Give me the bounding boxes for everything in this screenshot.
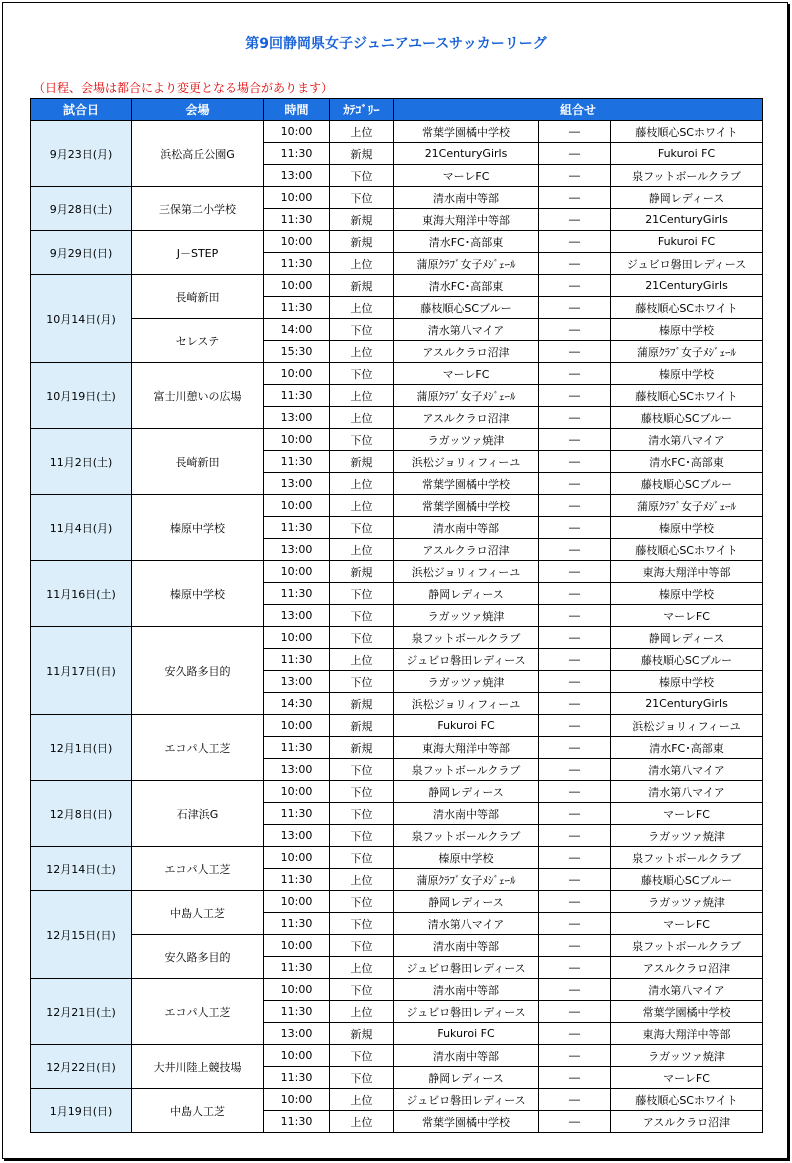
away-team: 藤枝順心SCホワイト [611, 121, 763, 143]
match-date: 9月23日(月) [31, 121, 132, 187]
away-team: 藤枝順心SCブルー [611, 869, 763, 891]
vs-mark: ― [539, 165, 611, 187]
match-time: 10:00 [264, 935, 330, 957]
table-row [31, 781, 763, 803]
home-team: ラガッツァ焼津 [394, 671, 539, 693]
match-time: 10:00 [264, 231, 330, 253]
vs-mark: ― [539, 451, 611, 473]
vs-mark: ― [539, 561, 611, 583]
match-time: 10:00 [264, 495, 330, 517]
match-venue: 中島人工芝 [132, 891, 264, 935]
match-venue: 大井川陸上競技場 [132, 1045, 264, 1089]
home-team: 泉フットボールクラブ [394, 825, 539, 847]
match-time: 10:00 [264, 187, 330, 209]
vs-mark: ― [539, 1045, 611, 1067]
home-team: 常葉学園橘中学校 [394, 495, 539, 517]
away-team: 藤枝順心SCブルー [611, 649, 763, 671]
table-row [31, 847, 763, 869]
match-venue: J－STEP [132, 231, 264, 275]
match-venue: 安久路多目的 [132, 935, 264, 979]
match-category: 新規 [330, 737, 394, 759]
match-time: 10:00 [264, 715, 330, 737]
header-category: ｶﾃｺﾞﾘｰ [330, 99, 394, 121]
match-time: 11:30 [264, 209, 330, 231]
match-category: 上位 [330, 495, 394, 517]
match-category: 下位 [330, 671, 394, 693]
table-row [31, 495, 763, 517]
home-team: 静岡レディース [394, 1067, 539, 1089]
away-team: 藤枝順心SCホワイト [611, 385, 763, 407]
match-venue: 石津浜G [132, 781, 264, 847]
away-team: マーレFC [611, 913, 763, 935]
match-time: 10:00 [264, 429, 330, 451]
away-team: Fukuroi FC [611, 143, 763, 165]
away-team: 榛原中学校 [611, 583, 763, 605]
home-team: 浜松ジョリィフィーユ [394, 561, 539, 583]
match-category: 上位 [330, 385, 394, 407]
match-time: 10:00 [264, 627, 330, 649]
home-team: 常葉学園橘中学校 [394, 473, 539, 495]
away-team: ジュビロ磐田レディース [611, 253, 763, 275]
match-category: 新規 [330, 209, 394, 231]
match-venue: エコパ人工芝 [132, 847, 264, 891]
table-row [31, 429, 763, 451]
home-team: 藤枝順心SCブルー [394, 297, 539, 319]
home-team: ジュビロ磐田レディース [394, 1001, 539, 1023]
vs-mark: ― [539, 935, 611, 957]
home-team: 東海大翔洋中等部 [394, 737, 539, 759]
match-category: 下位 [330, 979, 394, 1001]
match-category: 新規 [330, 693, 394, 715]
match-category: 新規 [330, 715, 394, 737]
away-team: 泉フットボールクラブ [611, 847, 763, 869]
schedule-body [31, 121, 763, 1133]
away-team: 東海大翔洋中等部 [611, 561, 763, 583]
away-team: 清水第八マイア [611, 759, 763, 781]
home-team: 蒲原ｸﾗﾌﾞ女子ﾒｼﾞｪｰﾙ [394, 869, 539, 891]
match-category: 下位 [330, 891, 394, 913]
match-venue: 榛原中学校 [132, 495, 264, 561]
home-team: マーレFC [394, 165, 539, 187]
table-row [31, 231, 763, 253]
away-team: 常葉学園橘中学校 [611, 1001, 763, 1023]
match-time: 11:30 [264, 957, 330, 979]
match-category: 下位 [330, 935, 394, 957]
match-time: 10:00 [264, 275, 330, 297]
vs-mark: ― [539, 957, 611, 979]
vs-mark: ― [539, 297, 611, 319]
away-team: 蒲原ｸﾗﾌﾞ女子ﾒｼﾞｪｰﾙ [611, 341, 763, 363]
away-team: 清水FC･高部東 [611, 737, 763, 759]
home-team: 清水南中等部 [394, 517, 539, 539]
home-team: 浜松ジョリィフィーユ [394, 693, 539, 715]
match-category: 下位 [330, 803, 394, 825]
away-team: 榛原中学校 [611, 671, 763, 693]
match-category: 下位 [330, 1045, 394, 1067]
away-team: 藤枝順心SCブルー [611, 407, 763, 429]
table-row [31, 275, 763, 297]
match-category: 上位 [330, 539, 394, 561]
vs-mark: ― [539, 737, 611, 759]
vs-mark: ― [539, 891, 611, 913]
away-team: 藤枝順心SCホワイト [611, 297, 763, 319]
match-date: 11月2日(土) [31, 429, 132, 495]
home-team: 静岡レディース [394, 891, 539, 913]
vs-mark: ― [539, 847, 611, 869]
vs-mark: ― [539, 209, 611, 231]
match-category: 下位 [330, 847, 394, 869]
match-category: 下位 [330, 165, 394, 187]
match-category: 下位 [330, 759, 394, 781]
home-team: Fukuroi FC [394, 1023, 539, 1045]
away-team: マーレFC [611, 1067, 763, 1089]
match-category: 上位 [330, 473, 394, 495]
header-date: 試合日 [31, 99, 132, 121]
match-category: 新規 [330, 1023, 394, 1045]
home-team: 清水第八マイア [394, 913, 539, 935]
vs-mark: ― [539, 649, 611, 671]
away-team: 藤枝順心SCホワイト [611, 539, 763, 561]
match-time: 11:30 [264, 803, 330, 825]
home-team: 泉フットボールクラブ [394, 759, 539, 781]
header-venue: 会場 [132, 99, 264, 121]
vs-mark: ― [539, 1001, 611, 1023]
match-time: 13:00 [264, 605, 330, 627]
away-team: ラガッツァ焼津 [611, 891, 763, 913]
table-row [31, 715, 763, 737]
away-team: ラガッツァ焼津 [611, 825, 763, 847]
away-team: 清水第八マイア [611, 979, 763, 1001]
match-time: 10:00 [264, 847, 330, 869]
match-category: 下位 [330, 187, 394, 209]
home-team: 清水FC･高部東 [394, 231, 539, 253]
match-time: 11:30 [264, 297, 330, 319]
away-team: 榛原中学校 [611, 517, 763, 539]
match-time: 11:30 [264, 1111, 330, 1133]
away-team: マーレFC [611, 605, 763, 627]
match-time: 14:00 [264, 319, 330, 341]
match-venue: 三保第二小学校 [132, 187, 264, 231]
away-team: 藤枝順心SCホワイト [611, 1089, 763, 1111]
home-team: 清水南中等部 [394, 187, 539, 209]
match-venue: セレステ [132, 319, 264, 363]
match-time: 11:30 [264, 451, 330, 473]
match-venue: エコパ人工芝 [132, 715, 264, 781]
home-team: ジュビロ磐田レディース [394, 1089, 539, 1111]
match-time: 15:30 [264, 341, 330, 363]
match-date: 12月21日(土) [31, 979, 132, 1045]
match-date: 11月16日(土) [31, 561, 132, 627]
vs-mark: ― [539, 517, 611, 539]
match-date: 1月19日(日) [31, 1089, 132, 1133]
match-venue: 長崎新田 [132, 429, 264, 495]
vs-mark: ― [539, 759, 611, 781]
match-category: 上位 [330, 121, 394, 143]
away-team: 静岡レディース [611, 627, 763, 649]
table-row [31, 187, 763, 209]
home-team: ジュビロ磐田レディース [394, 957, 539, 979]
schedule-table [30, 98, 763, 1133]
vs-mark: ― [539, 231, 611, 253]
table-row [31, 121, 763, 143]
match-time: 10:00 [264, 561, 330, 583]
match-time: 11:30 [264, 649, 330, 671]
vs-mark: ― [539, 473, 611, 495]
home-team: 静岡レディース [394, 583, 539, 605]
table-row [31, 319, 763, 341]
header-matchup: 組合せ [394, 99, 763, 121]
match-time: 13:00 [264, 671, 330, 693]
vs-mark: ― [539, 715, 611, 737]
table-row [31, 979, 763, 1001]
vs-mark: ― [539, 803, 611, 825]
schedule-notice: （日程、会場は都合により変更となる場合があります） [33, 81, 334, 95]
header-time: 時間 [264, 99, 330, 121]
home-team: ラガッツァ焼津 [394, 605, 539, 627]
match-date: 12月15日(日) [31, 891, 132, 979]
match-category: 下位 [330, 1067, 394, 1089]
away-team: アスルクラロ沼津 [611, 1111, 763, 1133]
home-team: 蒲原ｸﾗﾌﾞ女子ﾒｼﾞｪｰﾙ [394, 253, 539, 275]
match-category: 新規 [330, 143, 394, 165]
match-time: 13:00 [264, 825, 330, 847]
match-time: 14:30 [264, 693, 330, 715]
vs-mark: ― [539, 429, 611, 451]
match-time: 11:30 [264, 1067, 330, 1089]
vs-mark: ― [539, 979, 611, 1001]
match-category: 上位 [330, 869, 394, 891]
match-date: 10月19日(土) [31, 363, 132, 429]
match-time: 11:30 [264, 143, 330, 165]
home-team: 清水南中等部 [394, 935, 539, 957]
home-team: Fukuroi FC [394, 715, 539, 737]
match-time: 13:00 [264, 539, 330, 561]
home-team: マーレFC [394, 363, 539, 385]
match-date: 12月1日(日) [31, 715, 132, 781]
match-category: 下位 [330, 319, 394, 341]
vs-mark: ― [539, 1067, 611, 1089]
home-team: 榛原中学校 [394, 847, 539, 869]
away-team: 清水FC･高部東 [611, 451, 763, 473]
match-time: 11:30 [264, 737, 330, 759]
match-category: 上位 [330, 341, 394, 363]
vs-mark: ― [539, 583, 611, 605]
match-time: 11:30 [264, 583, 330, 605]
home-team: 静岡レディース [394, 781, 539, 803]
match-venue: 榛原中学校 [132, 561, 264, 627]
vs-mark: ― [539, 825, 611, 847]
vs-mark: ― [539, 693, 611, 715]
page-title: 第9回静岡県女子ジュニアユースサッカーリーグ [245, 36, 547, 52]
away-team: 21CenturyGirls [611, 693, 763, 715]
match-category: 下位 [330, 429, 394, 451]
match-time: 10:00 [264, 979, 330, 1001]
match-category: 新規 [330, 561, 394, 583]
table-row [31, 891, 763, 913]
match-date: 12月22日(日) [31, 1045, 132, 1089]
match-venue: 中島人工芝 [132, 1089, 264, 1133]
match-venue: 長崎新田 [132, 275, 264, 319]
match-category: 上位 [330, 649, 394, 671]
match-date: 12月14日(土) [31, 847, 132, 891]
vs-mark: ― [539, 1023, 611, 1045]
match-time: 13:00 [264, 165, 330, 187]
match-date: 10月14日(月) [31, 275, 132, 363]
match-category: 下位 [330, 913, 394, 935]
home-team: 浜松ジョリィフィーユ [394, 451, 539, 473]
away-team: Fukuroi FC [611, 231, 763, 253]
match-category: 上位 [330, 297, 394, 319]
away-team: 泉フットボールクラブ [611, 165, 763, 187]
vs-mark: ― [539, 253, 611, 275]
vs-mark: ― [539, 275, 611, 297]
table-row [31, 627, 763, 649]
match-category: 下位 [330, 605, 394, 627]
home-team: 清水南中等部 [394, 803, 539, 825]
away-team: ラガッツァ焼津 [611, 1045, 763, 1067]
match-time: 13:00 [264, 1023, 330, 1045]
home-team: 常葉学園橘中学校 [394, 121, 539, 143]
vs-mark: ― [539, 539, 611, 561]
home-team: アスルクラロ沼津 [394, 407, 539, 429]
away-team: 東海大翔洋中等部 [611, 1023, 763, 1045]
match-date: 11月4日(月) [31, 495, 132, 561]
match-venue: エコパ人工芝 [132, 979, 264, 1045]
away-team: 榛原中学校 [611, 363, 763, 385]
vs-mark: ― [539, 1089, 611, 1111]
match-category: 上位 [330, 407, 394, 429]
match-category: 新規 [330, 451, 394, 473]
match-time: 10:00 [264, 363, 330, 385]
match-date: 12月8日(日) [31, 781, 132, 847]
away-team: 清水第八マイア [611, 781, 763, 803]
match-time: 10:00 [264, 121, 330, 143]
table-row [31, 363, 763, 385]
match-time: 11:30 [264, 913, 330, 935]
vs-mark: ― [539, 143, 611, 165]
match-time: 13:00 [264, 473, 330, 495]
match-category: 上位 [330, 1111, 394, 1133]
match-category: 下位 [330, 363, 394, 385]
match-category: 下位 [330, 781, 394, 803]
match-category: 上位 [330, 957, 394, 979]
match-time: 10:00 [264, 1089, 330, 1111]
match-date: 9月28日(土) [31, 187, 132, 231]
vs-mark: ― [539, 341, 611, 363]
match-venue: 富士川憩いの広場 [132, 363, 264, 429]
vs-mark: ― [539, 495, 611, 517]
match-time: 11:30 [264, 385, 330, 407]
match-category: 上位 [330, 1089, 394, 1111]
vs-mark: ― [539, 121, 611, 143]
home-team: アスルクラロ沼津 [394, 539, 539, 561]
match-date: 9月29日(日) [31, 231, 132, 275]
home-team: アスルクラロ沼津 [394, 341, 539, 363]
away-team: 浜松ジョリィフィーユ [611, 715, 763, 737]
table-row [31, 561, 763, 583]
match-date: 11月17日(日) [31, 627, 132, 715]
table-row [31, 1045, 763, 1067]
match-time: 13:00 [264, 759, 330, 781]
match-category: 下位 [330, 627, 394, 649]
header-row [31, 99, 763, 121]
away-team: アスルクラロ沼津 [611, 957, 763, 979]
away-team: 21CenturyGirls [611, 275, 763, 297]
match-category: 新規 [330, 231, 394, 253]
home-team: 清水南中等部 [394, 1045, 539, 1067]
match-category: 上位 [330, 1001, 394, 1023]
away-team: マーレFC [611, 803, 763, 825]
match-time: 11:30 [264, 517, 330, 539]
vs-mark: ― [539, 781, 611, 803]
vs-mark: ― [539, 627, 611, 649]
vs-mark: ― [539, 407, 611, 429]
home-team: ラガッツァ焼津 [394, 429, 539, 451]
vs-mark: ― [539, 363, 611, 385]
vs-mark: ― [539, 385, 611, 407]
match-venue: 安久路多目的 [132, 627, 264, 715]
match-time: 11:30 [264, 1001, 330, 1023]
home-team: 常葉学園橘中学校 [394, 1111, 539, 1133]
vs-mark: ― [539, 869, 611, 891]
home-team: 清水FC･高部東 [394, 275, 539, 297]
match-category: 下位 [330, 825, 394, 847]
match-time: 10:00 [264, 891, 330, 913]
away-team: 藤枝順心SCブルー [611, 473, 763, 495]
vs-mark: ― [539, 605, 611, 627]
match-category: 下位 [330, 583, 394, 605]
match-category: 下位 [330, 517, 394, 539]
table-row [31, 935, 763, 957]
away-team: 蒲原ｸﾗﾌﾞ女子ﾒｼﾞｪｰﾙ [611, 495, 763, 517]
match-category: 上位 [330, 253, 394, 275]
home-team: 東海大翔洋中等部 [394, 209, 539, 231]
match-time: 11:30 [264, 253, 330, 275]
home-team: ジュビロ磐田レディース [394, 649, 539, 671]
vs-mark: ― [539, 671, 611, 693]
match-time: 11:30 [264, 869, 330, 891]
home-team: 蒲原ｸﾗﾌﾞ女子ﾒｼﾞｪｰﾙ [394, 385, 539, 407]
away-team: 榛原中学校 [611, 319, 763, 341]
match-time: 13:00 [264, 407, 330, 429]
home-team: 21CenturyGirls [394, 143, 539, 165]
vs-mark: ― [539, 913, 611, 935]
match-category: 新規 [330, 275, 394, 297]
away-team: 静岡レディース [611, 187, 763, 209]
vs-mark: ― [539, 319, 611, 341]
home-team: 清水南中等部 [394, 979, 539, 1001]
home-team: 泉フットボールクラブ [394, 627, 539, 649]
away-team: 21CenturyGirls [611, 209, 763, 231]
match-venue: 浜松高丘公園G [132, 121, 264, 187]
vs-mark: ― [539, 1111, 611, 1133]
away-team: 清水第八マイア [611, 429, 763, 451]
match-time: 10:00 [264, 1045, 330, 1067]
table-row [31, 1089, 763, 1111]
vs-mark: ― [539, 187, 611, 209]
match-time: 10:00 [264, 781, 330, 803]
away-team: 泉フットボールクラブ [611, 935, 763, 957]
home-team: 清水第八マイア [394, 319, 539, 341]
